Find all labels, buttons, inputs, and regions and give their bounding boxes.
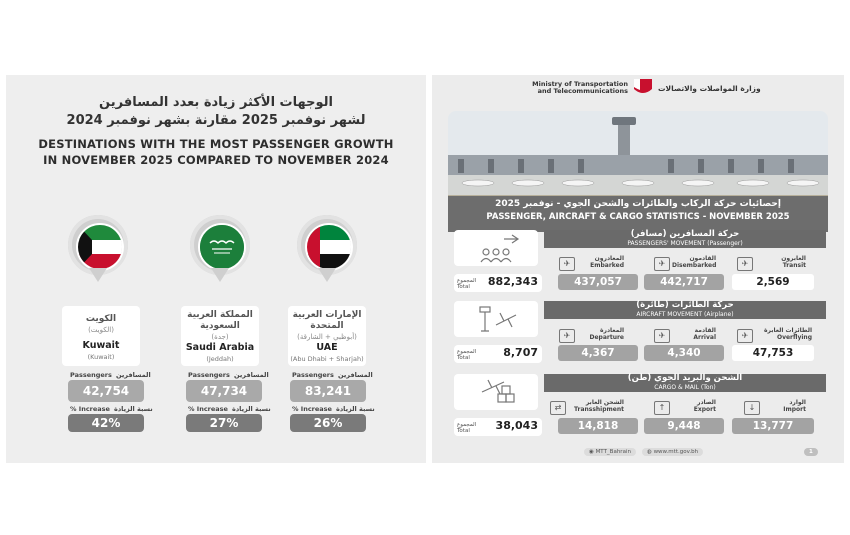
passengers-label: Passengers [70, 371, 112, 379]
passengers-head-en: PASSENGERS' MOVEMENT (Passenger) [627, 240, 743, 247]
banner-title-ar: إحصائيات حركة الركاب والطائرات والشحن الجوي - نوفمبر 2025 [495, 199, 781, 209]
increase-label-ar: نسبة الزيادة [336, 405, 375, 413]
embarked-label-en: Embarked [590, 262, 624, 269]
destination-en-sub: (Kuwait) [87, 353, 115, 361]
destination-ar: المملكة العربية السعودية [187, 310, 253, 331]
aircraft-head-ar: حركة الطائرات (طائرة) [636, 300, 734, 310]
transit-label-ar: العابرون [781, 255, 806, 262]
export-label-ar: الصادر [696, 399, 716, 406]
aircraft-section-header [544, 301, 826, 319]
passengers-value-uae: 83,241 [290, 380, 366, 402]
embarked-value: 437,057 [558, 274, 638, 290]
pin-tip [211, 268, 229, 282]
transshipment-icon: ⇄ [550, 401, 566, 415]
bahrain-emblem-icon [632, 77, 654, 97]
ministry-name-en-2: and Telecommunications [537, 87, 628, 95]
transshipment-label-en: Transshipment [574, 406, 624, 413]
transit-value: 2,569 [732, 274, 814, 290]
total-label-en: Total [457, 284, 470, 290]
kuwait-flag-icon [68, 215, 128, 275]
aircraft-head-en: AIRCRAFT MOVEMENT (Airplane) [636, 311, 734, 318]
cargo-total-value: 38,043 [495, 419, 538, 432]
aircraft-total [454, 345, 542, 363]
aircraft-icon-box [454, 301, 538, 337]
total-label-ar: المجموع [457, 422, 477, 428]
saudi-flag-icon [190, 215, 250, 275]
disembarked-label-en: Disembarked [672, 262, 717, 269]
destination-ar-sub: (أبوظبي + الشارقة) [297, 333, 357, 341]
transshipment-label-ar: الشحن العابر [585, 399, 624, 406]
social-handle[interactable]: ◉ MTT_Bahrain [584, 448, 636, 456]
increase-value-uae: 26% [290, 414, 366, 432]
departure-label-ar: المغادرة [599, 327, 624, 334]
embarked-label-ar: المغادرون [594, 255, 624, 262]
import-label-en: Import [783, 406, 806, 413]
passengers-icon-box [454, 230, 538, 266]
banner-title-en: PASSENGER, AIRCRAFT & CARGO STATISTICS - NOVEMBER 2025 [486, 212, 790, 222]
disembarked-plane-icon: ✈ [654, 257, 670, 271]
destination-ar: الكويت [85, 314, 117, 324]
passengers-section-header [544, 230, 826, 248]
ministry-name-ar: وزارة المواصلات والاتصالات [658, 84, 761, 93]
transshipment-value: 14,818 [558, 418, 638, 434]
destination-card-kuwait [62, 306, 140, 366]
import-arrow-icon: ↓ [744, 401, 760, 415]
uae-flag-icon [297, 215, 357, 275]
passengers-value-saudi: 47,734 [186, 380, 262, 402]
export-value: 9,448 [644, 418, 724, 434]
title-english-line2: IN NOVEMBER 2025 COMPARED TO NOVEMBER 2024 [43, 153, 389, 167]
destination-card-saudi [181, 306, 259, 366]
passengers-label-ar: المسافرين [116, 371, 151, 379]
increase-label: % Increase [292, 405, 332, 413]
overflying-plane-icon: ✈ [737, 329, 753, 343]
passengers-head-ar: حركة المسافرين (مسافر) [630, 229, 740, 239]
page-number: 1 [804, 448, 818, 456]
title-arabic-line2: لشهر نوفمبر 2025 مقارنة بشهر نوفمبر 2024 [66, 113, 366, 128]
ministry-name-en-1: Ministry of Transportation [532, 80, 628, 88]
social-icon: ◉ [589, 449, 596, 455]
overflying-label-en: Overflying [776, 334, 812, 341]
statistics-panel [432, 75, 844, 463]
overflying-label-ar: الطائرات العابرة [763, 327, 812, 334]
total-label-en: Total [457, 428, 470, 434]
pin-tip [89, 268, 107, 282]
aircraft-total-value: 8,707 [503, 346, 538, 359]
arrival-plane-icon: ✈ [654, 329, 670, 343]
transit-plane-icon: ✈ [737, 257, 753, 271]
increase-label-ar: نسبة الزيادة [114, 405, 153, 413]
overflying-value: 47,753 [732, 345, 814, 361]
increase-label: % Increase [70, 405, 110, 413]
embarked-plane-icon: ✈ [559, 257, 575, 271]
disembarked-value: 442,717 [644, 274, 724, 290]
pin-tip [318, 268, 336, 282]
cargo-total [454, 418, 542, 436]
destination-en: Saudi Arabia [185, 342, 255, 353]
passengers-label: Passengers [188, 371, 230, 379]
destination-ar-sub: (الكويت) [88, 326, 114, 334]
increase-value-saudi: 27% [186, 414, 262, 432]
cargo-section-header [544, 374, 826, 392]
arrival-value: 4,340 [644, 345, 724, 361]
import-label-ar: الوارد [789, 399, 806, 406]
title-arabic-line1: الوجهات الأكثر زيادة بعدد المسافرين [99, 95, 333, 110]
transit-label-en: Transit [782, 262, 806, 269]
cargo-icon-box [454, 374, 538, 410]
passengers-total [454, 274, 542, 292]
total-label-en: Total [457, 355, 470, 361]
cargo-head-en: CARGO & MAIL (Ton) [654, 384, 716, 391]
destination-card-uae [288, 306, 366, 366]
departure-value: 4,367 [558, 345, 638, 361]
disembarked-label-ar: القادمون [689, 255, 716, 262]
total-label-ar: المجموع [457, 349, 477, 355]
destination-en-sub: (Abu Dhabi + Sharjah) [290, 355, 364, 363]
passengers-label-ar: المسافرين [234, 371, 269, 379]
cargo-head-ar: الشحن والبريد الجوي (طن) [627, 373, 743, 383]
import-value: 13,777 [732, 418, 814, 434]
destination-en: Kuwait [82, 340, 120, 351]
title-english-line1: DESTINATIONS WITH THE MOST PASSENGER GROWTH [38, 137, 394, 151]
arrival-label-en: Arrival [693, 334, 716, 341]
passengers-value-kuwait: 42,754 [68, 380, 144, 402]
increase-value-kuwait: 42% [68, 414, 144, 432]
website-link[interactable]: ◍ www.mtt.gov.bh [642, 448, 703, 456]
destination-ar: الإمارات العربية المتحدة [292, 310, 362, 331]
stats-banner [448, 196, 828, 232]
passengers-label: Passengers [292, 371, 334, 379]
passengers-total-value: 882,343 [487, 275, 538, 288]
export-label-en: Export [693, 406, 716, 413]
increase-label: % Increase [188, 405, 228, 413]
total-label-ar: المجموع [457, 278, 477, 284]
globe-icon: ◍ [647, 449, 654, 455]
passengers-label-ar: المسافرين [338, 371, 373, 379]
arrival-label-ar: القادمة [694, 327, 716, 334]
departure-plane-icon: ✈ [559, 329, 575, 343]
increase-label-ar: نسبة الزيادة [232, 405, 271, 413]
destination-en-sub: (Jeddah) [206, 355, 234, 363]
export-arrow-icon: ↑ [654, 401, 670, 415]
destination-ar-sub: (جدة) [211, 333, 229, 341]
destination-en: UAE [316, 342, 338, 353]
departure-label-en: Departure [589, 334, 624, 341]
